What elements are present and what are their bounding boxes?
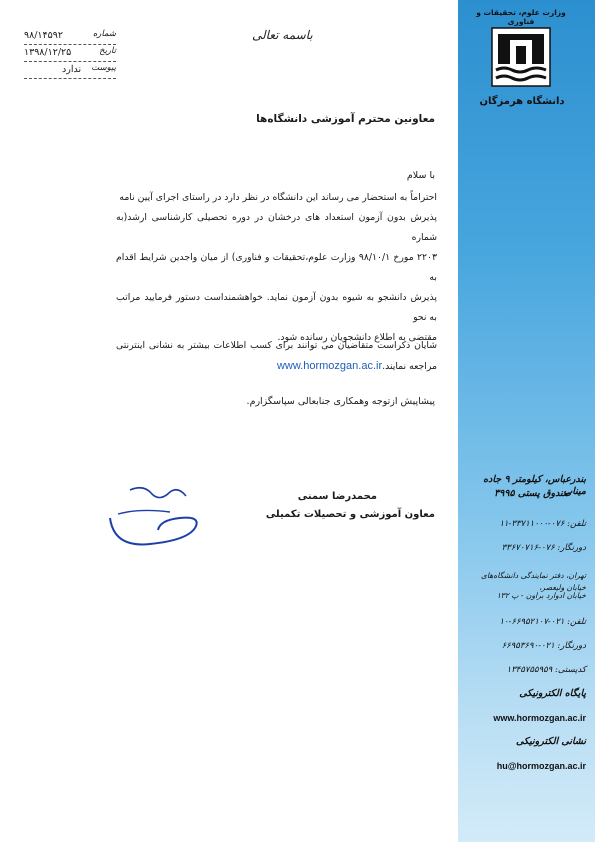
paragraph-1-line: احتراماً به استحضار می رساند این دانشگاه در نظر دارد در راستای اجرای آیین نامه [119,192,437,203]
email-link[interactable]: hu@hormozgan.ac.ir [496,761,586,771]
letter-attachment-label: پیوست [91,63,116,73]
letter-date-row [24,47,116,62]
paragraph-1-line: پذیرش دانشجو به شیوه بدون آزمون نماید. خواهشمنداست دستور فرمایید مراتب به نحو [116,292,437,323]
fax-bandar-abbas: دورنگار: ۰۷۶-۳۳۶۷۰۷۱۶ [501,543,586,553]
address-bandar-abbas: بندرعباس، کیلومتر ۹ جاده میناب [483,474,586,497]
phone-tehran: تلفن: ۰۲۱-۶۶۹۵۲۱۰۷-۱۰ [499,617,586,627]
letter-number-row [24,30,116,45]
po-box: صندوق پستی ۳۹۹۵ [494,488,571,499]
signatory-title: معاون آموزشی و تحصیلات تکمیلی [265,509,435,520]
letter-attachment-row [24,64,116,79]
letter-number-label: شماره [92,29,116,39]
paragraph-2-line: شایان ذکراست متقاضیان می توانند برای کسب اطلاعات بیشتر به نشانی اینترنتی [116,340,437,351]
closing: پیشاپیش ازتوجه وهمکاری جنابعالی سپاسگزارم. [246,396,435,407]
university-logo-icon [490,26,552,88]
paragraph-2-line-2 [116,356,437,377]
website-link[interactable]: www.hormozgan.ac.ir [493,713,586,723]
salutation: با سلام [406,170,435,181]
letter-number: ۹۸/۱۴۵۹۲ [24,30,63,41]
recipient: معاونین محترم آموزشی دانشگاه‌ها [256,113,435,125]
fax-tehran: دورنگار: ۰۲۱-۶۶۹۵۳۶۹۰ [501,641,586,651]
address-tehran-line2: خیابان ادوارد براون - پ ۱۳۲ [496,591,586,600]
signatory-name: محمدرضا سمنی [297,491,377,502]
website-label: پایگاه الکترونیکی [519,688,586,699]
email-label: نشانی الکترونیکی [515,736,586,747]
letter-attachment: ندارد [62,64,82,75]
paragraph-1-line: مقتضی به اطلاع دانشجویان رسانده شود. [277,332,437,343]
paragraph-2-suffix: مراجعه نمایند. [382,361,437,372]
paragraph-1-line: پذیرش بدون آزمون استعداد های درخشان در دوره تحصیلی کارشناسی ارشد(به شماره [116,212,437,243]
ministry-name: وزارت علوم، تحقیقات و فناوری [476,8,566,26]
address-tehran-line1: تهران، دفتر نمایندگی دانشگاه‌های خیابان ولیعصر، [481,571,586,592]
university-name: دانشگاه هرمزگان [479,96,565,107]
letter-date-label: تاریخ [99,46,116,56]
paragraph-1 [116,188,437,348]
signature-icon [100,478,220,558]
postal-code: کدپستی: ۱۳۴۵۷۵۵۹۵۹ [506,665,586,675]
basmala: باسمه تعالی [252,28,313,42]
letter-date: ۱۳۹۸/۱۲/۲۵ [24,47,72,58]
paragraph-1-line: ۲۲۰۳ مورخ ۹۸/۱۰/۱ وزارت علوم،تحقیقات و فناوری) از میان واجدین شرایط اقدام به [116,252,437,283]
website-url-link[interactable]: www.hormozgan.ac.ir [276,360,383,372]
paragraph-2 [116,336,437,377]
phone-bandar-abbas: تلفن: ۰۷۶-۳۳۷۱۱۰۰۰-۱۱ [499,519,586,529]
